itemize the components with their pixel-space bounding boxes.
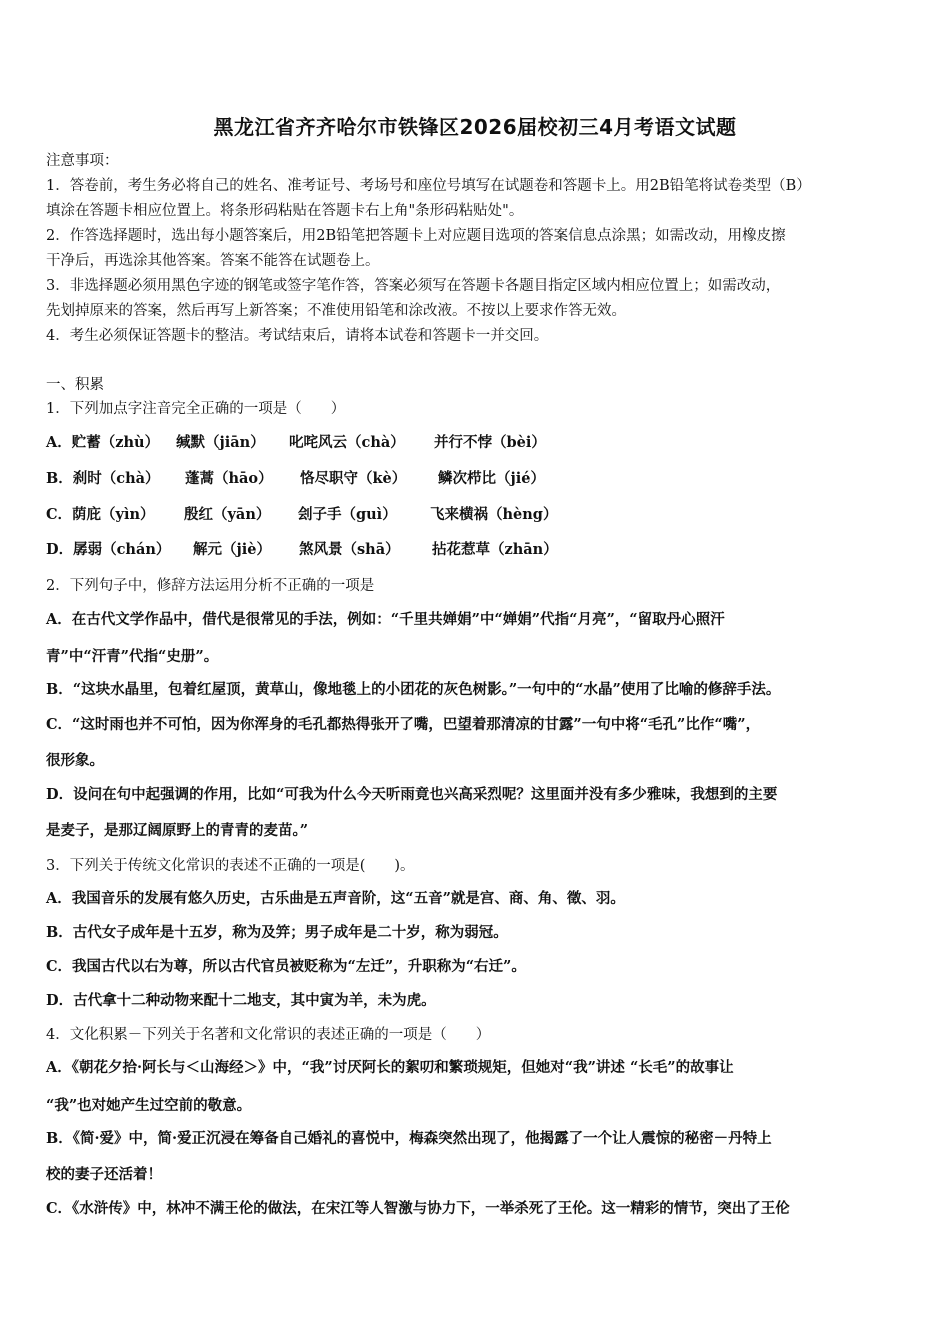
- question-4-line: C．《水浒传》中，林冲不满王伦的做法，在宋江等人智激与协力下，一举杀死了王伦。这一精彩的情节，突出了王伦: [46, 1200, 790, 1217]
- question-4-stem: 4．文化积累－下列关于名著和文化常识的表述正确的一项是（ ）: [46, 1027, 491, 1043]
- page-title: 黑龙江省齐齐哈尔市铁锋区2026届校初三4月考语文试题: [213, 115, 737, 139]
- question-1-option-b: [46, 469, 545, 489]
- question-2-stem: 2．下列句子中，修辞方法运用分析不正确的一项是: [46, 578, 375, 594]
- section-heading: 一、积累: [46, 377, 104, 393]
- option-item: 煞风景（shā）: [299, 541, 400, 558]
- question-3-line: B．古代女子成年是十五岁，称为及笄；男子成年是二十岁，称为弱冠。: [46, 924, 508, 941]
- option-item: 缄默（jiān）: [176, 434, 265, 451]
- question-4-line: B．《简·爱》中，简·爱正沉浸在筹备自己婚礼的喜悦中，梅森突然出现了，他揭露了一个让人震惊的秘密－丹特上: [46, 1130, 772, 1147]
- option-item: 刽子手（guì）: [298, 506, 397, 523]
- option-item: A．贮蓄（zhù）: [46, 434, 160, 451]
- option-item: 飞来横祸（hèng）: [430, 506, 558, 523]
- option-item: 拈花惹草（zhān）: [432, 541, 558, 558]
- notice-heading: 注意事项：: [46, 153, 119, 169]
- notice-line: 填涂在答题卡相应位置上。将条形码粘贴在答题卡右上角"条形码粘贴处"。: [46, 203, 524, 219]
- question-2-line: 很形象。: [46, 752, 104, 769]
- option-item: 殷红（yān）: [184, 506, 271, 523]
- question-2-line: 是麦子，是那辽阔原野上的青青的麦苗。”: [46, 822, 309, 839]
- question-2-line: D．设问在句中起强调的作用，比如“可我为什么今天听雨竟也兴高采烈呢？这里面并没有多少雅味，我想到的主要: [46, 786, 778, 803]
- option-item: 解元（jiè）: [193, 541, 271, 558]
- question-4-line: “我”也对她产生过空前的敬意。: [46, 1097, 252, 1114]
- question-1-option-a: [46, 433, 546, 453]
- option-item: 蓬蒿（hāo）: [185, 470, 273, 487]
- notice-line: 2．作答选择题时，选出每小题答案后，用2B铅笔把答题卡上对应题目选项的答案信息点涂黑；如需改动，用橡皮擦: [46, 228, 786, 244]
- notice-line: 1．答卷前，考生务必将自己的姓名、准考证号、考场号和座位号填写在试题卷和答题卡上。用2B铅笔将试卷类型（B）: [46, 178, 811, 194]
- question-3-line: C．我国古代以右为尊，所以古代官员被贬称为“左迁”，升职称为“右迁”。: [46, 958, 526, 975]
- question-3-line: D．古代拿十二种动物来配十二地支，其中寅为羊，未为虎。: [46, 992, 436, 1009]
- option-item: 鳞次栉比（jié）: [438, 470, 545, 487]
- question-2-line: 青”中“汗青”代指“史册”。: [46, 648, 219, 665]
- question-3-stem: 3．下列关于传统文化常识的表述不正确的一项是( )。: [46, 858, 415, 874]
- question-2-line: A．在古代文学作品中，借代是很常见的手法，例如：“千里共婵娟”中“婵娟”代指“月亮”，“留取丹心照汗: [46, 611, 725, 628]
- notice-line: 先划掉原来的答案，然后再写上新答案；不准使用铅笔和涂改液。不按以上要求作答无效。: [46, 303, 626, 319]
- question-1-option-c: [46, 505, 557, 525]
- question-2-line: B．“这块水晶里，包着红屋顶，黄草山，像地毯上的小团花的灰色树影。”一句中的“水晶”使用了比喻的修辞手法。: [46, 681, 781, 698]
- notice-line: 干净后，再选涂其他答案。答案不能答在试题卷上。: [46, 253, 380, 269]
- notice-line: 3．非选择题必须用黑色字迹的钢笔或签字笔作答，答案必须写在答题卡各题目指定区域内相应位置上；如需改动，: [46, 278, 781, 294]
- question-1-option-d: [46, 540, 558, 560]
- question-2-line: C．“这时雨也并不可怕，因为你浑身的毛孔都热得张开了嘴，巴望着那清凉的甘露”一句中将“毛孔”比作“嘴”，: [46, 716, 761, 733]
- question-4-line: 校的妻子还活着！: [46, 1166, 162, 1183]
- option-item: 恪尽职守（kè）: [300, 470, 407, 487]
- option-item: 叱咤风云（chà）: [289, 434, 405, 451]
- question-1-stem: 1．下列加点字注音完全正确的一项是（ ）: [46, 401, 346, 417]
- notice-line: 4．考生必须保证答题卡的整洁。考试结束后，请将本试卷和答题卡一并交回。: [46, 328, 549, 344]
- question-4-line: A．《朝花夕拾·阿长与＜山海经＞》中，“我”讨厌阿长的絮叨和繁琐规矩，但她对“我”讲述 “长毛”的故事让: [46, 1059, 734, 1076]
- option-item: B．刹时（chà）: [46, 470, 160, 487]
- option-item: D．孱弱（chán）: [46, 541, 171, 558]
- question-3-line: A．我国音乐的发展有悠久历史，古乐曲是五声音阶，这“五音”就是宫、商、角、徵、羽。: [46, 890, 625, 907]
- option-item: C．荫庇（yìn）: [46, 506, 155, 523]
- option-item: 并行不悖（bèi）: [434, 434, 546, 451]
